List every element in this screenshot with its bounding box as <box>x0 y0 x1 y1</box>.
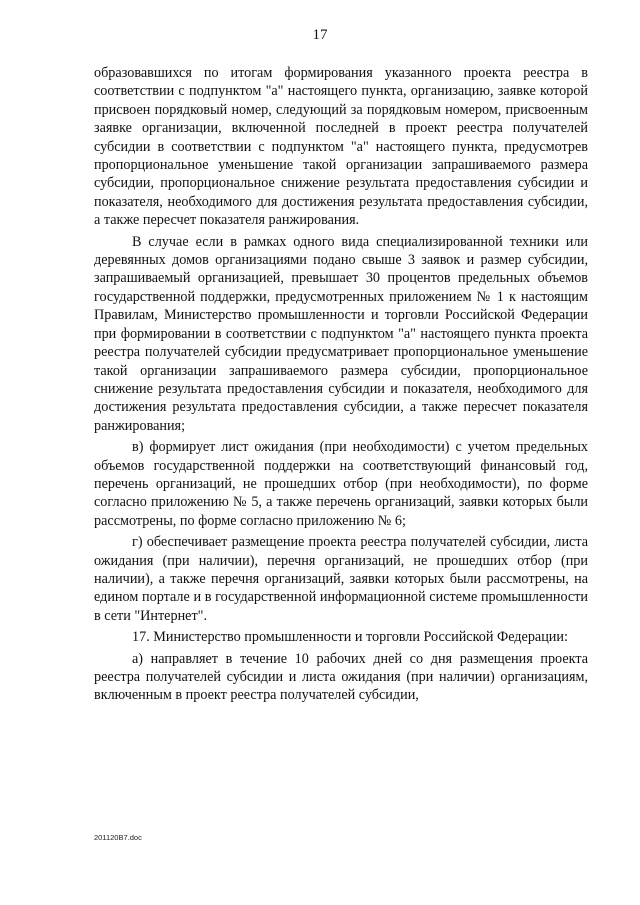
paragraph-item-a: а) направляет в течение 10 рабочих дней со дня размещения проекта реестра получателей субсидии и листа ожидания (при наличии) организациям, включенным в проект реестра получателей субсидии, <box>94 650 588 704</box>
paragraph-item-v: в) формирует лист ожидания (при необходимости) с учетом предельных объемов государственной поддержки на соответствующий финансовый год, перечень организаций, не прошедших отбор (при необходимости), по форме согласно приложению № 5, а также перечень организаций, заявки которых были рассмотрены, по форме согласно приложению № 6; <box>94 439 588 529</box>
footer-filename: 201120B7.doc <box>94 833 142 842</box>
document-body <box>94 64 588 708</box>
paragraph-continuation: образовавшихся по итогам формирования указанного проекта реестра в соответствии с подпунктом "а" настоящего пункта, организацию, заявке которой присвоен порядковый номер, следующий за порядковым номером, присвоенным заявке организации, включенной последней в проект реестра получателей субсидии в соответствии с подпунктом "а" настоящего пункта, предусмотрев пропорциональное уменьшение такой организации запрашиваемого размера субсидии, пропорциональное снижение результата предоставления субсидии и показателя, необходимого для достижения результата предоставления субсидии, а также пересчет показателя ранжирования. <box>94 65 588 229</box>
paragraph-item-g: г) обеспечивает размещение проекта реестра получателей субсидии, листа ожидания (при наличии), перечня организаций, не прошедших отбор (при наличии), а также перечня организаций, заявки которых были рассмотрены, на едином портале и в государственной информационной системе промышленности в сети "Интернет". <box>94 534 588 624</box>
page-number: 17 <box>312 27 328 43</box>
paragraph-ranking-case: В случае если в рамках одного вида специализированной техники или деревянных домов организациями подано свыше 3 заявок и размер субсидии, запрашиваемый организацией, превышает 30 процентов предельных объемов государственной поддержки, предусмотренных приложением № 1 к настоящим Правилам, Министерство промышленности и торговли Российской Федерации при формировании в соответствии с подпунктом "а" настоящего пункта проекта реестра получателей субсидии предусматривает пропорциональное уменьшение такой организации запрашиваемого размера субсидии, пропорциональное снижение результата предоставления субсидии и показателя, необходимого для достижения результата предоставления субсидии, а также пересчет показателя ранжирования; <box>94 233 588 434</box>
paragraph-section-17: 17. Министерство промышленности и торговли Российской Федерации: <box>132 629 568 646</box>
